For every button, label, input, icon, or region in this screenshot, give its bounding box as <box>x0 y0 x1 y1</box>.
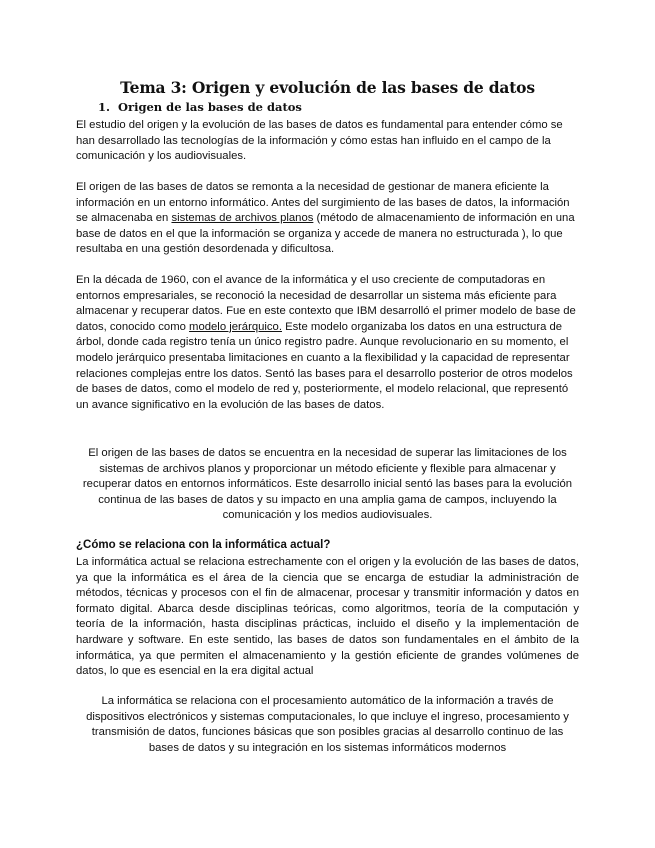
page-title: Tema 3: Origen y evolución de las bases de datos <box>120 78 535 97</box>
paragraph-1960s-text-a: En la década de 1960, con el avance de la informática y el uso creciente de computadoras en entornos empresariales, se reconoció la necesidad de desarrollar un sistema más eficiente para almacenar y recuperar datos. Fue en este contexto que IBM desarrolló el primer modelo de base de datos, conocido como <box>76 274 576 333</box>
question-heading: ¿Cómo se relaciona con la informática actual? <box>76 539 331 551</box>
section-heading <box>98 100 302 114</box>
paragraph-1960s-text-b: Este modelo organizaba los datos en una estructura de árbol, donde cada registro tenía un único registro padre. Aunque revolucionario en su momento, el modelo jerárquico presentaba limitaciones en cuanto a la flexibilidad y la capacidad de representar relaciones complejas entre los datos. Sentó las bases para el desarrollo posterior de otros modelos de bases de datos, como el modelo de red y, posteriormente, el modelo relacional, que representó un avance significativo en la evolución de las bases de datos. <box>76 320 573 411</box>
section-title: Origen de las bases de datos <box>118 100 302 114</box>
section-number: 1. <box>98 100 111 114</box>
link-hierarchical-model[interactable]: modelo jerárquico. <box>189 320 282 333</box>
paragraph-origin <box>76 180 579 258</box>
paragraph-1960s <box>76 273 579 413</box>
link-flat-file-systems[interactable]: sistemas de archivos planos <box>171 212 314 225</box>
paragraph-it-processing: La informática se relaciona con el procesamiento automático de la información a través de dispositivos electrónicos y sistemas computacionales, lo que incluye el ingreso, procesamiento y transmisión de datos, funciones básicas que son posibles gracias al desarrollo continuo de las bases de datos y su integración en los sistemas informáticos modernos <box>86 695 569 754</box>
paragraph-intro: El estudio del origen y la evolución de las bases de datos es fundamental para entender cómo se han desarrollado las tecnologías de la información y cómo estas han influido en el campo de la comunicación y los audiovisuales. <box>76 119 563 163</box>
paragraph-origin-text-b: (método de almacenamiento de información en una base de datos en el que la información se organiza y accede de manera no estructurada ), lo que resultaba en una gestión desordenada y dificultosa. <box>76 212 575 256</box>
paragraph-origin-text-a: El origen de las bases de datos se remonta a la necesidad de gestionar de manera eficiente la información en un entorno informático. Antes del surgimiento de las bases de datos, la información se almacenaba en <box>76 181 570 225</box>
paragraph-current-it: La informática actual se relaciona estrechamente con el origen y la evolución de las bases de datos, ya que la informática es el área de la ciencia que se encarga de estudiar la administración de métodos, técnicas y procesos con el fin de almacenar, procesar y transmitir información y datos en formato digital. Abarca desde disciplinas teóricas, como algoritmos, teoría de la computación y teoría de la información, hasta disciplinas prácticas, incluido el diseño y la implementación de hardware y software. En este sentido, las bases de datos son fundamentales en el ámbito de la informática, ya que permiten el almacenamiento y la gestión eficiente de grandes volúmenes de datos, lo que es esencial en la era digital actual <box>76 556 579 678</box>
paragraph-summary: El origen de las bases de datos se encuentra en la necesidad de superar las limitaciones de los sistemas de archivos planos y proporcionar un método eficiente y flexible para almacenar y recuperar datos en entornos informáticos. Este desarrollo inicial sentó las bases para la evolución continua de las bases de datos y su impacto en una amplia gama de campos, incluyendo la comunicación y los medios audiovisuales. <box>82 447 573 522</box>
